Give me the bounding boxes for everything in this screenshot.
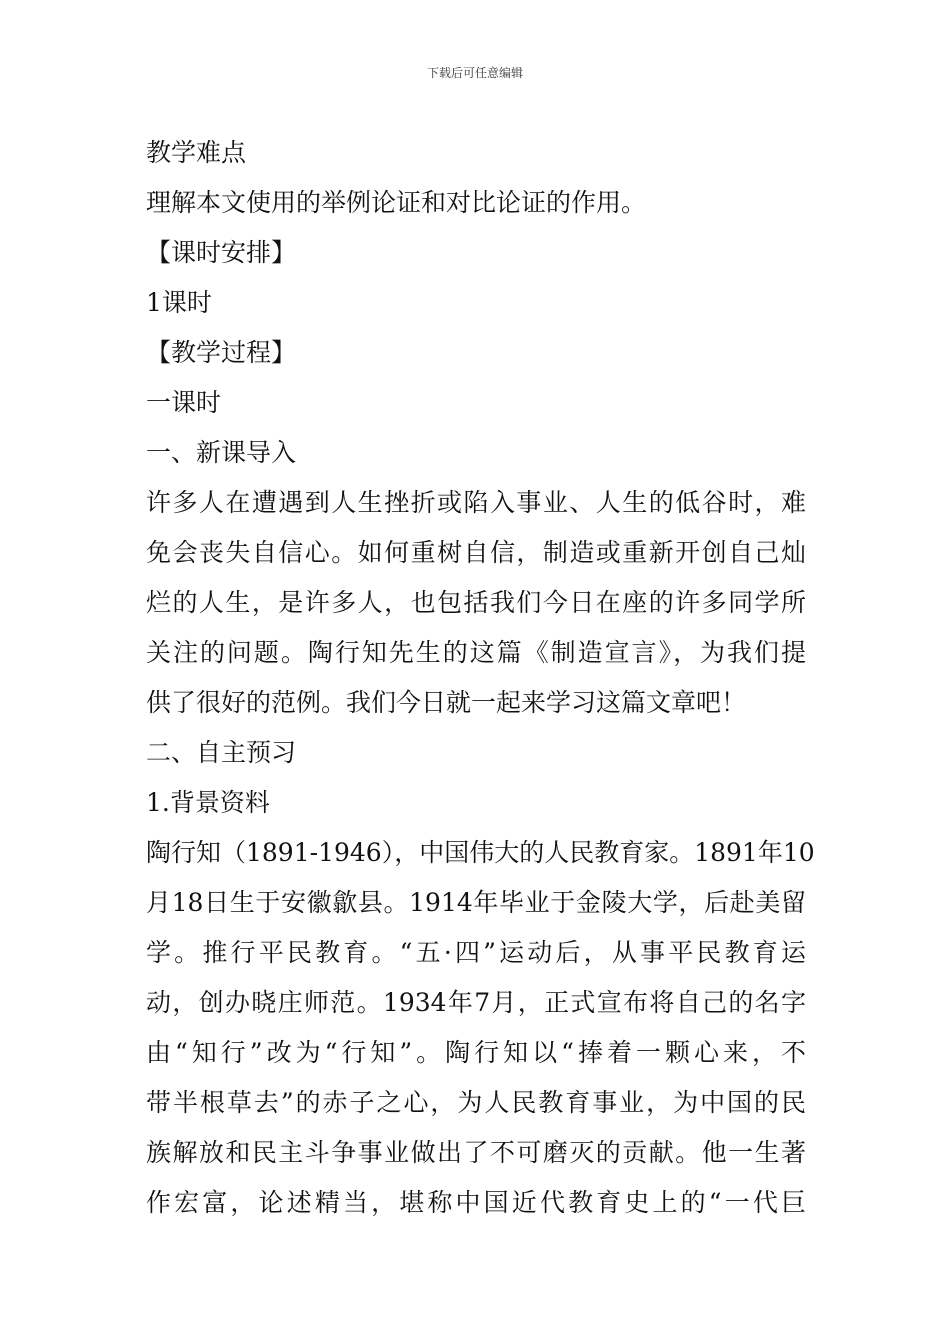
text-line: 教学难点 <box>146 138 247 167</box>
text-line: 学。推行平民教育。“五·四”运动后，从事平民教育运 <box>146 938 806 967</box>
text-line: 陶行知（1891-1946），中国伟大的人民教育家。1891年10 <box>146 838 815 867</box>
text-line: 1.背景资料 <box>146 788 270 817</box>
text-line: 一课时 <box>146 388 222 417</box>
text-line: 免会丧失自信心。如何重树自信，制造或重新开创自己灿 <box>146 538 806 567</box>
text-line: 关注的问题。陶行知先生的这篇《制造宣言》，为我们提 <box>146 638 806 667</box>
text-line: 由“知行”改为“行知”。陶行知以“捧着一颗心来，不 <box>146 1038 806 1067</box>
text-line: 许多人在遭遇到人生挫折或陷入事业、人生的低谷时，难 <box>146 488 806 517</box>
text-line: 动，创办晓庄师范。1934年7月，正式宣布将自己的名字 <box>146 988 806 1017</box>
text-line: 带半根草去”的赤子之心，为人民教育事业，为中国的民 <box>146 1088 806 1117</box>
text-line: 理解本文使用的举例论证和对比论证的作用。 <box>146 188 647 217</box>
text-line: 供了很好的范例。我们今日就一起来学习这篇文章吧！ <box>146 688 747 717</box>
text-line: 1课时 <box>146 288 212 317</box>
page-header: 下载后可任意编辑 <box>426 66 523 80</box>
text-line: 二、自主预习 <box>146 738 297 767</box>
text-line: 【课时安排】 <box>146 238 297 267</box>
text-line: 月18日生于安徽歙县。1914年毕业于金陵大学，后赴美留 <box>146 888 806 917</box>
text-line: 烂的人生，是许多人，也包括我们今日在座的许多同学所 <box>146 588 806 617</box>
text-line: 作宏富，论述精当，堪称中国近代教育史上的“一代巨 <box>146 1188 806 1217</box>
document-body <box>146 128 815 1228</box>
text-line: 一、新课导入 <box>146 438 297 467</box>
text-line: 族解放和民主斗争事业做出了不可磨灭的贡献。他一生著 <box>146 1138 806 1167</box>
text-line: 【教学过程】 <box>146 338 297 367</box>
